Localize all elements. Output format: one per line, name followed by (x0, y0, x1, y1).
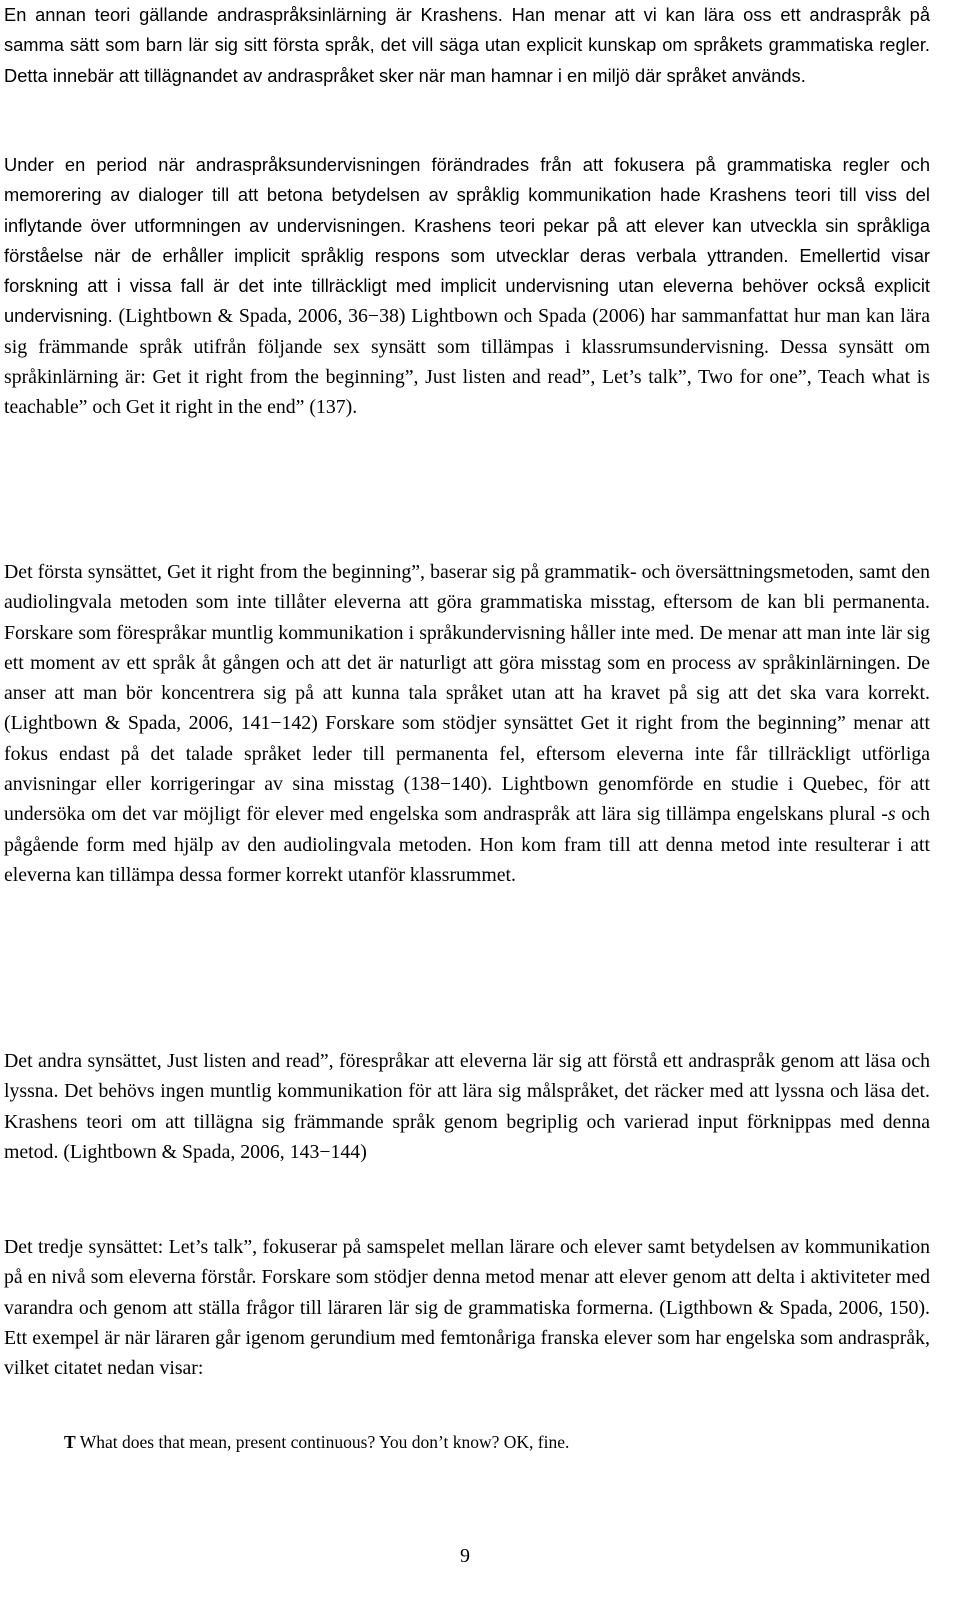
plural-s-italic: s (887, 803, 896, 826)
paragraph-text: En annan teori gällande andraspråksinlärning är Krashens. Han menar att vi kan lära oss ett andraspråk på samma sätt som barn lär sig sitt första språk, det vill säga utan explicit kunskap om språkets grammatiska regler. Detta innebär att tillägnandet av andraspråket sker när man hamnar i en miljö där språket används. (4, 4, 930, 86)
paragraph-second-approach (4, 1046, 930, 1167)
quote-text: What does that mean, present continuous? You don’t know? OK, fine. (79, 1432, 570, 1452)
paragraph-text: Det tredje synsättet: Let’s talk”, fokuserar på samspelet mellan lärare och elever samt betydelsen av kommunikation på en nivå som eleverna förstår. Forskare som stödjer denna metod menar att elever genom att delta i aktiviteter med varandra och genom att ställa frågor till läraren lär sig de grammatiska formerna. (Ligthbown & Spada, 2006, 150). Ett exempel är när läraren går igenom gerundium med femtonåriga franska elever som har engelska som andraspråk, vilket citatet nedan visar: (4, 1236, 930, 1380)
paragraph-text-continued: och pågående form med hjälp av den audiolingvala metoden. Hon kom fram till att denna metod inte resulterar i att eleverna kan tillämpa dessa former korrekt utanför klassrummet. (4, 803, 930, 886)
teacher-quote (64, 1430, 924, 1454)
paragraph-text-sans: Under en period när andraspråksundervisningen förändrades från att fokusera på grammatiska regler och memorering av dialoger till att betona betydelsen av språklig kommunikation hade Krashens teori till viss del inflytande över utformningen av undervisningen. Krashens teori pekar på att elever kan utveckla sin språkliga förståelse när de erhåller implicit språklig respons som utvecklar deras verbala yttranden. Emellertid visar forskning att i vissa fall är det inte tillräckligt med implicit undervisning utan eleverna behöver också explicit undervisning. (4, 154, 930, 327)
quote-speaker: T (64, 1432, 76, 1452)
paragraph-text: Det första synsättet, Get it right from the beginning”, baserar sig på grammatik- och översättningsmetoden, samt den audiolingvala metoden som inte tillåter eleverna att göra grammatiska misstag, eftersom de kan bli permanenta. Forskare som förespråkar muntlig kommunikation i språkundervisning håller inte med. De menar att man inte lär sig ett moment av ett språk åt gången och att det är naturligt att göra misstag som en process av språkinlärningen. De anser att man bör koncentrera sig på att kunna tala språket utan att ha kravet på sig att det ska vara korrekt. (Lightbown & Spada, 2006, 141−142) Forskare som stödjer synsättet Get it right from the beginning” menar att fokus endast på det talade språket leder till permanenta fel, eftersom eleverna inte får tillräckligt utförliga anvisningar eller korrigeringar av sina misstag (138−140). Lightbown genomförde en studie i Quebec, för att undersöka om det var möjligt för elever med engelska som andraspråk att lära sig tillämpa engelskans plural - (4, 561, 930, 826)
paragraph-krashens-intro (4, 0, 930, 91)
paragraph-teaching-change (4, 150, 930, 423)
page-number: 9 (460, 1545, 470, 1567)
paragraph-third-approach (4, 1232, 930, 1383)
paragraph-text-serif: (Lightbown & Spada, 2006, 36−38) Lightbown och Spada (2006) har sammanfattat hur man kan lära sig främmande språk utifrån följande sex synsätt som tillämpas i klassrumsundervisning. Dessa synsätt om språkinlärning är: Get it right from the beginning”, Just listen and read”, Let’s talk”, Two for one”, Teach what is teachable” och Get it right in the end” (137). (4, 305, 930, 419)
paragraph-first-approach (4, 557, 930, 890)
paragraph-text: Det andra synsättet, Just listen and read”, förespråkar att eleverna lär sig att förstå ett andraspråk genom att läsa och lyssna. Det behövs ingen muntlig kommunikation för att lära sig målspråket, det räcker med att lyssna och läsa det. Krashens teori om att tillägna sig främmande språk genom begriplig och varierad input förknippas med denna metod. (Lightbown & Spada, 2006, 143−144) (4, 1050, 930, 1163)
